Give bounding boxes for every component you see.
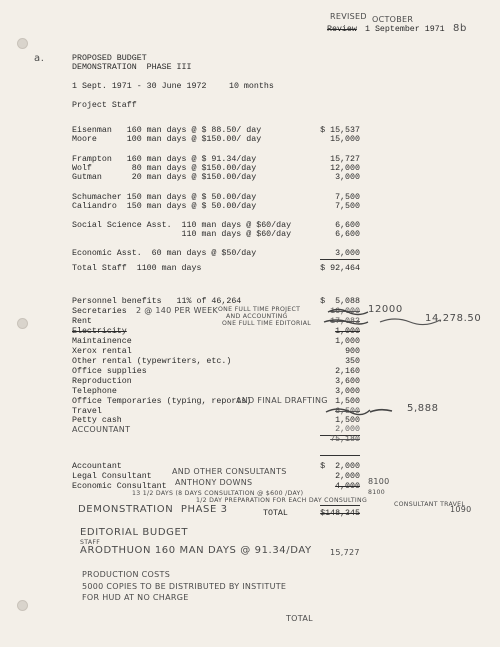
consultant-row: Legal Consultant [72,472,152,481]
consultant-amount: 2,000 [335,472,360,481]
period: 1 Sept. 1971 - 30 June 1972 [72,82,207,91]
hand-note: 8100 [368,477,390,486]
staff-row: Moore 100 man days @ $150.00/ day [72,135,262,144]
expense-row: Travel [72,407,102,416]
title-line1: PROPOSED BUDGET [72,54,147,63]
hand-frampton: ARODTHUON 160 MAN DAYS @ 91.34/DAY [80,545,312,556]
october-note: OCTOBER [372,15,414,24]
hand-note: ONE FULL TIME EDITORIAL [222,320,311,327]
hand-note: AND ACCOUNTING [226,313,288,320]
hand-note: ONE FULL TIME PROJECT [218,306,301,313]
punch-hole [17,318,28,329]
staff-amount: 3,000 [335,173,360,182]
rule [320,455,360,456]
punch-hole [17,38,28,49]
expense-row: Xerox rental [72,347,132,356]
page-number: 8b [453,23,467,34]
consultant-row: Economic Consultant [72,482,167,491]
expense-amount: 2,160 [335,367,360,376]
hand-demo: DEMONSTRATION PHASE 3 [78,504,228,515]
review-struck: Review [327,25,357,34]
hand-note: 8100 [368,489,385,496]
hand-copies: FOR HUD AT NO CHARGE [82,593,189,602]
hand-note: 14,278.50 [425,313,482,324]
expense-row: Petty cash [72,416,122,425]
staff-amount: 7,500 [335,202,360,211]
hand-frampton-amount: 15,727 [330,548,360,557]
hand-note: ACCOUNTANT [72,425,131,434]
expense-row: Personnel benefits 11% of 46,264 [72,297,242,306]
staff-row: Economic Asst. 60 man days @ $50/day [72,249,257,258]
expense-amount: 6,500 [335,407,360,416]
staff-amount: $ 15,537 [320,126,360,135]
hand-editorial: EDITORIAL BUDGET [80,527,189,538]
hand-note: AND FINAL DRAFTING [236,396,328,405]
staff-row: Schumacher 150 man days @ $ 50.00/day [72,193,257,202]
consultant-amount: $ 2,000 [320,462,360,471]
staff-row: Eisenman 160 man days @ $ 88.50/ day [72,126,262,135]
hand-note: 13 1/2 DAYS (8 DAYS CONSULTATION @ $600 /DAY) [132,490,304,497]
staff-row: Social Science Asst. 110 man days @ $60/day [72,221,292,230]
staff-row: Frampton 160 man days @ $ 91.34/day [72,155,257,164]
consultant-row: Accountant [72,462,122,471]
hand-note: 12000 [368,304,403,315]
header-date: 1 September 1971 [365,25,445,34]
expense-amount: 1,000 [335,337,360,346]
expense-amount: 1,500 [335,416,360,425]
hand-note: 1090 [450,505,472,514]
expense-amount: 3,600 [335,377,360,386]
staff-heading: Project Staff [72,101,137,110]
expense-amount: 16,000 [330,307,360,316]
expense-amount: 350 [345,357,360,366]
staff-amount: 15,000 [330,135,360,144]
staff-row: Caliandro 150 man days @ $ 50.00/day [72,202,257,211]
hand-note: AND OTHER CONSULTANTS [172,467,287,476]
expense-amount: $ 5,088 [320,297,360,306]
expense-amount: 17,083 [330,317,360,326]
hand-total: TOTAL [286,614,313,623]
expense-row: Electricity [72,327,127,336]
staff-amount: 7,500 [335,193,360,202]
staff-amount: 15,727 [330,155,360,164]
hand-staff: STAFF [80,539,101,546]
expense-subtotal: 75,180 [330,435,360,444]
expense-row: Rent [72,317,92,326]
hand-note: 2 @ 140 PER WEEK [136,306,219,315]
hand-copies: 5000 COPIES TO BE DISTRIBUTED BY INSTITUTE [82,582,287,591]
hand-production: PRODUCTION COSTS [82,570,171,579]
expense-row: Other rental (typewriters, etc.) [72,357,232,366]
title-line2: DEMONSTRATION PHASE III [72,63,192,72]
punch-hole [17,600,28,611]
revised-note: REVISED [330,12,367,21]
consultant-total-label: TOTAL [263,509,288,518]
hand-note: CONSULTANT TRAVEL [394,501,466,508]
expense-row: Secretaries [72,307,127,316]
staff-total-amount: $ 92,464 [320,264,360,273]
expense-row: Telephone [72,387,117,396]
hand-note: 5,888 [407,403,439,414]
rule [320,505,360,506]
hand-note: ANTHONY DOWNS [175,478,253,487]
expense-amount: 2,000 [335,425,360,434]
staff-row: 110 man days @ $60/day [72,230,292,239]
period-months: 10 months [229,82,274,91]
expense-amount: 3,000 [335,387,360,396]
staff-amount: 6,600 [335,221,360,230]
staff-total-label: Total Staff 1100 man days [72,264,202,273]
scribble-marks [322,300,452,440]
expense-row: Reproduction [72,377,132,386]
staff-amount: 3,000 [335,249,360,258]
expense-row: Office Temporaries (typing, reports) [72,397,252,406]
expense-row: Maintainence [72,337,132,346]
consultant-total-amount: $148,345 [320,509,360,518]
section-label: a. [34,53,45,64]
staff-amount: 6,600 [335,230,360,239]
expense-row: Office supplies [72,367,147,376]
rule [320,259,360,260]
hand-note: 1/2 DAY PREPARATION FOR EACH DAY CONSULTING [196,497,368,504]
staff-row: Gutman 20 man days @ $150.00/day [72,173,257,182]
staff-amount: 12,000 [330,164,360,173]
expense-amount: 900 [345,347,360,356]
staff-row: Wolf 80 man days @ $150.00/day [72,164,257,173]
expense-amount: 1,000 [335,327,360,336]
expense-amount: 1,500 [335,397,360,406]
consultant-amount: 4,000 [335,482,360,491]
